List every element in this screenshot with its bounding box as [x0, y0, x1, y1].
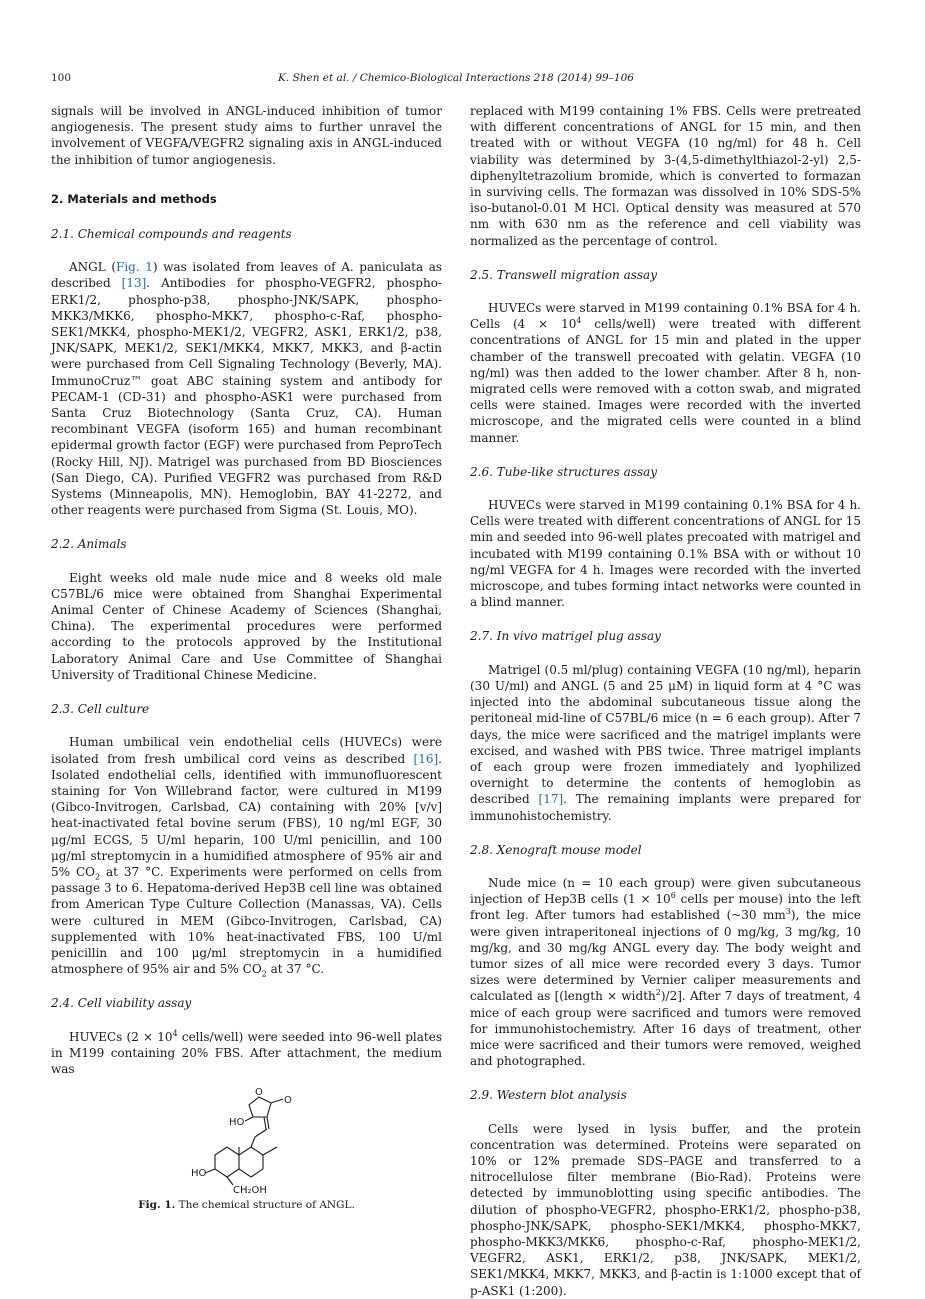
paragraph-2-9: Cells were lysed in lysis buffer, and the protein concentration was determined. Proteins were separated on 10% or 12% premade SDS–PAGE and transferred to a nitrocellulose filter membrane (Bio-Rad). Proteins were detected by immunoblotting using specific antibodies. The dilution of phospho-VEGFR2, phospho-ERK1/2, phospho-p38, phospho-JNK/SAPK, phospho-SEK1/MKK4, phospho-MKK7, phospho-MKK3/MKK6, phospho-c-Raf, phospho-MEK1/2, VEGFR2, ASK1, ERK1/2, p38, JNK/SAPK, MEK1/2, SEK1/MKK4, MKK7, MKK3, and β-actin is 1:1000 except that of p-ASK1 (1:200). — [470, 1121, 861, 1298]
svg-text:CH₂OH: CH₂OH — [233, 1185, 267, 1196]
subsection-heading-2-3: 2.3. Cell culture — [51, 702, 150, 717]
subsection-heading-2-6: 2.6. Tube-like structures assay — [470, 464, 658, 479]
paragraph-2-1: ANGL (Fig. 1) was isolated from leaves of A. paniculata as described [13]. Antibodies for phospho-VEGFR2, phospho-ERK1/2, phospho-p38, phospho-JNK/SAPK, phospho-MKK3/MKK6, phospho-MKK7, phospho-c-Raf, phospho-SEK1/MKK4, phospho-MEK1/2, VEGFR2, ASK1, ERK1/2, p38, JNK/SAPK, MEK1/2, SEK1/MKK4, MKK7, MKK3, and β-actin were purchased from Cell Signaling Technology (Beverly, MA). ImmunoCruz™ goat ABC staining system and antibody for PECAM-1 (CD-31) and phospho-ASK1 were purchased from Santa Cruz Biotechnology (Santa Cruz, CA). Human recombinant VEGFA (isoform 165) and human recombinant epidermal growth factor (EGF) were purchased from PeproTech (Rocky Hill, NJ). Matrigel was purchased from BD Biosciences (San Diego, CA). Purified VEGFR2 was purchased from R&D Systems (Minneapolis, MN). Hemoglobin, BAY 41-2272, and other reagents were purchased from Sigma (St. Louis, MO). — [51, 260, 443, 518]
subsection-heading-2-5: 2.5. Transwell migration assay — [470, 267, 657, 282]
paragraph-2-5: HUVECs were starved in M199 containing 0.1% BSA for 4 h. Cells ($4 \times 10^4$ cells/well) were treated with different concentrations of ANGL for 15 min and plated in the upper chamber of the transwell precoated with gelatin. VEGFA (10 ng/ml) was then added to the lower chamber. After 8 h, non-migrated cells were removed with a cotton swab, and migrated cells were stained. Images were recorded with the inverted microscope, and the migrated cells were counted in a blind manner. — [470, 301, 861, 445]
intro-paragraph: signals will be involved in ANGL-induced inhibition of tumor angiogenesis. The present study aims to further unravel the involvement of VEGFA/VEGFR2 signaling axis in ANGL-induced the inhibition of tumor angiogenesis. — [51, 104, 442, 167]
paragraph-2-6: HUVECs were starved in M199 containing 0.1% BSA for 4 h. Cells were treated with different concentrations of ANGL for 15 min and seeded into 96-well plates precoated with matrigel and incubated with M199 containing 0.1% BSA with or without 10 ng/ml VEGFA for 4 h. Images were recorded with the inverted microscope, and tubes forming intact networks were counted in a blind manner. — [470, 498, 861, 610]
running-header — [51, 72, 861, 88]
fig1-link[interactable]: Fig. 1 — [116, 260, 153, 275]
figure-1-caption: Fig. 1. The chemical structure of ANGL. — [138, 1199, 355, 1212]
subsection-heading-2-4: 2.4. Cell viability assay — [51, 996, 192, 1011]
svg-text:HO: HO — [191, 1168, 207, 1180]
svg-text:O: O — [284, 1095, 292, 1107]
svg-text:HO: HO — [229, 1117, 245, 1129]
subsection-heading-2-7: 2.7. In vivo matrigel plug assay — [470, 629, 661, 644]
paragraph-2-3: Human umbilical vein endothelial cells (HUVECs) were isolated from fresh umbilical cord veins as described [16]. Isolated endothelial cells, identified with immunofluorescent staining for Von Willebrand factor, were cultured in M199 (Gibco-Invitrogen, Carlsbad, CA) containing with 20% [v/v] heat-inactivated fetal bovine serum (FBS), 10 ng/ml EGF, 30 μg/ml ECGS, 5 U/ml heparin, 100 U/ml penicillin, and 100 μg/ml streptomycin in a humidified atmosphere of 95% air and 5% $CO_2$ at 37 °C. Experiments were performed on cells from passage 3 to 6. Hepatoma-derived Hep3B cell line was obtained from American Type Culture Collection (Manassas, VA). Cells were cultured in MEM (Gibco-Invitrogen, Carlsbad, CA) supplemented with 10% heat-inactivated FBS, 100 U/ml penicillin and 100 μg/ml streptomycin in a humidified atmosphere of 95% air and 5% $CO_2$ at 37 °C. — [51, 735, 442, 979]
subsection-heading-2-2: 2.2. Animals — [51, 537, 127, 552]
paragraph-2-4: HUVECs ($2 \times 10^4$ cells/well) were seeded into 96-well plates in M199 containing 20% FBS. After attachment, the medium was — [51, 1028, 442, 1076]
subsection-heading-2-1: 2.1. Chemical compounds and reagents — [51, 227, 292, 242]
svg-text:O: O — [255, 1087, 263, 1099]
paragraph-2-2: Eight weeks old male nude mice and 8 weeks old male C57BL/6 mice were obtained from Shanghai Experimental Animal Center of Chinese Academy of Sciences (Shanghai, China). The experimental procedures were performed according to the protocols approved by the Institutional Laboratory Animal Care and Use Committee of Shanghai University of Traditional Chinese Medicine. — [51, 570, 442, 682]
journal-reference: K. Shen et al. / Chemico-Biological Interactions 218 (2014) 99–106 — [278, 72, 634, 84]
subsection-heading-2-9: 2.9. Western blot analysis — [470, 1088, 627, 1103]
page-number: 100 — [51, 72, 72, 84]
ref-17-link[interactable]: [17] — [538, 792, 564, 807]
right-column — [470, 103, 861, 1299]
ref-16-link[interactable]: [16] — [413, 751, 439, 766]
section-heading-methods: 2. Materials and methods — [51, 191, 217, 206]
subsection-heading-2-8: 2.8. Xenograft mouse model — [470, 842, 642, 857]
ref-13-link[interactable]: [13] — [121, 276, 147, 291]
figure-1-structure — [51, 1085, 442, 1195]
paragraph-2-7: Matrigel (0.5 ml/plug) containing VEGFA (10 ng/ml), heparin (30 U/ml) and ANGL (5 and 25 μM) in liquid form at 4 °C was injected into the abdominal subcutaneous tissue along the peritoneal mid-line of C57BL/6 mice (n = 6 each group). After 7 days, the mice were sacrificed and the matrigel implants were excised, and washed with PBS twice. Three matrigel implants of each group were frozen immediately and lyophilized overnight to determine the contents of hemoglobin as described [17]. The remaining implants were prepared for immunohistochemistry. — [470, 662, 862, 823]
angl-structure-diagram — [171, 1085, 331, 1195]
paragraph-2-8: Nude mice (n = 10 each group) were given subcutaneous injection of Hep3B cells ($1 \times 10^6$ cells per mouse) into the left front leg. After tumors had established (~30 $mm^3$), the mice were given intraperitoneal injections of 0 mg/kg, 3 mg/kg, 10 mg/kg, and 30 mg/kg ANGL every day. The body weight and tumor sizes of all mice were recorded every 3 days. Tumor sizes were determined by Vernier caliper measurements and calculated as [(length × width$^2$)/2]. After 7 days of treatment, 4 mice of each group were sacrificed and tumors were removed for immunohistochemistry. After 16 days of treatment, other mice were sacrificed and their tumors were removed, weighed and photographed. — [470, 875, 861, 1069]
paragraph-2-4-cont: replaced with M199 containing 1% FBS. Cells were pretreated with different concentrations of ANGL for 15 min, and then treated with or without VEGFA (10 ng/ml) for 48 h. Cell viability was determined by 3-(4,5-dimethylthiazol-2-yl) 2,5-diphenyltetrazolium bromide, which is converted to formazan in surviving cells. The formazan was dissolved in 10% SDS-5% iso-butanol-0.01 M HCl. Optical density was measured at 570 nm with 630 nm as the reference and cell viability was normalized as the percentage of control. — [470, 104, 861, 248]
left-column — [51, 103, 442, 1213]
